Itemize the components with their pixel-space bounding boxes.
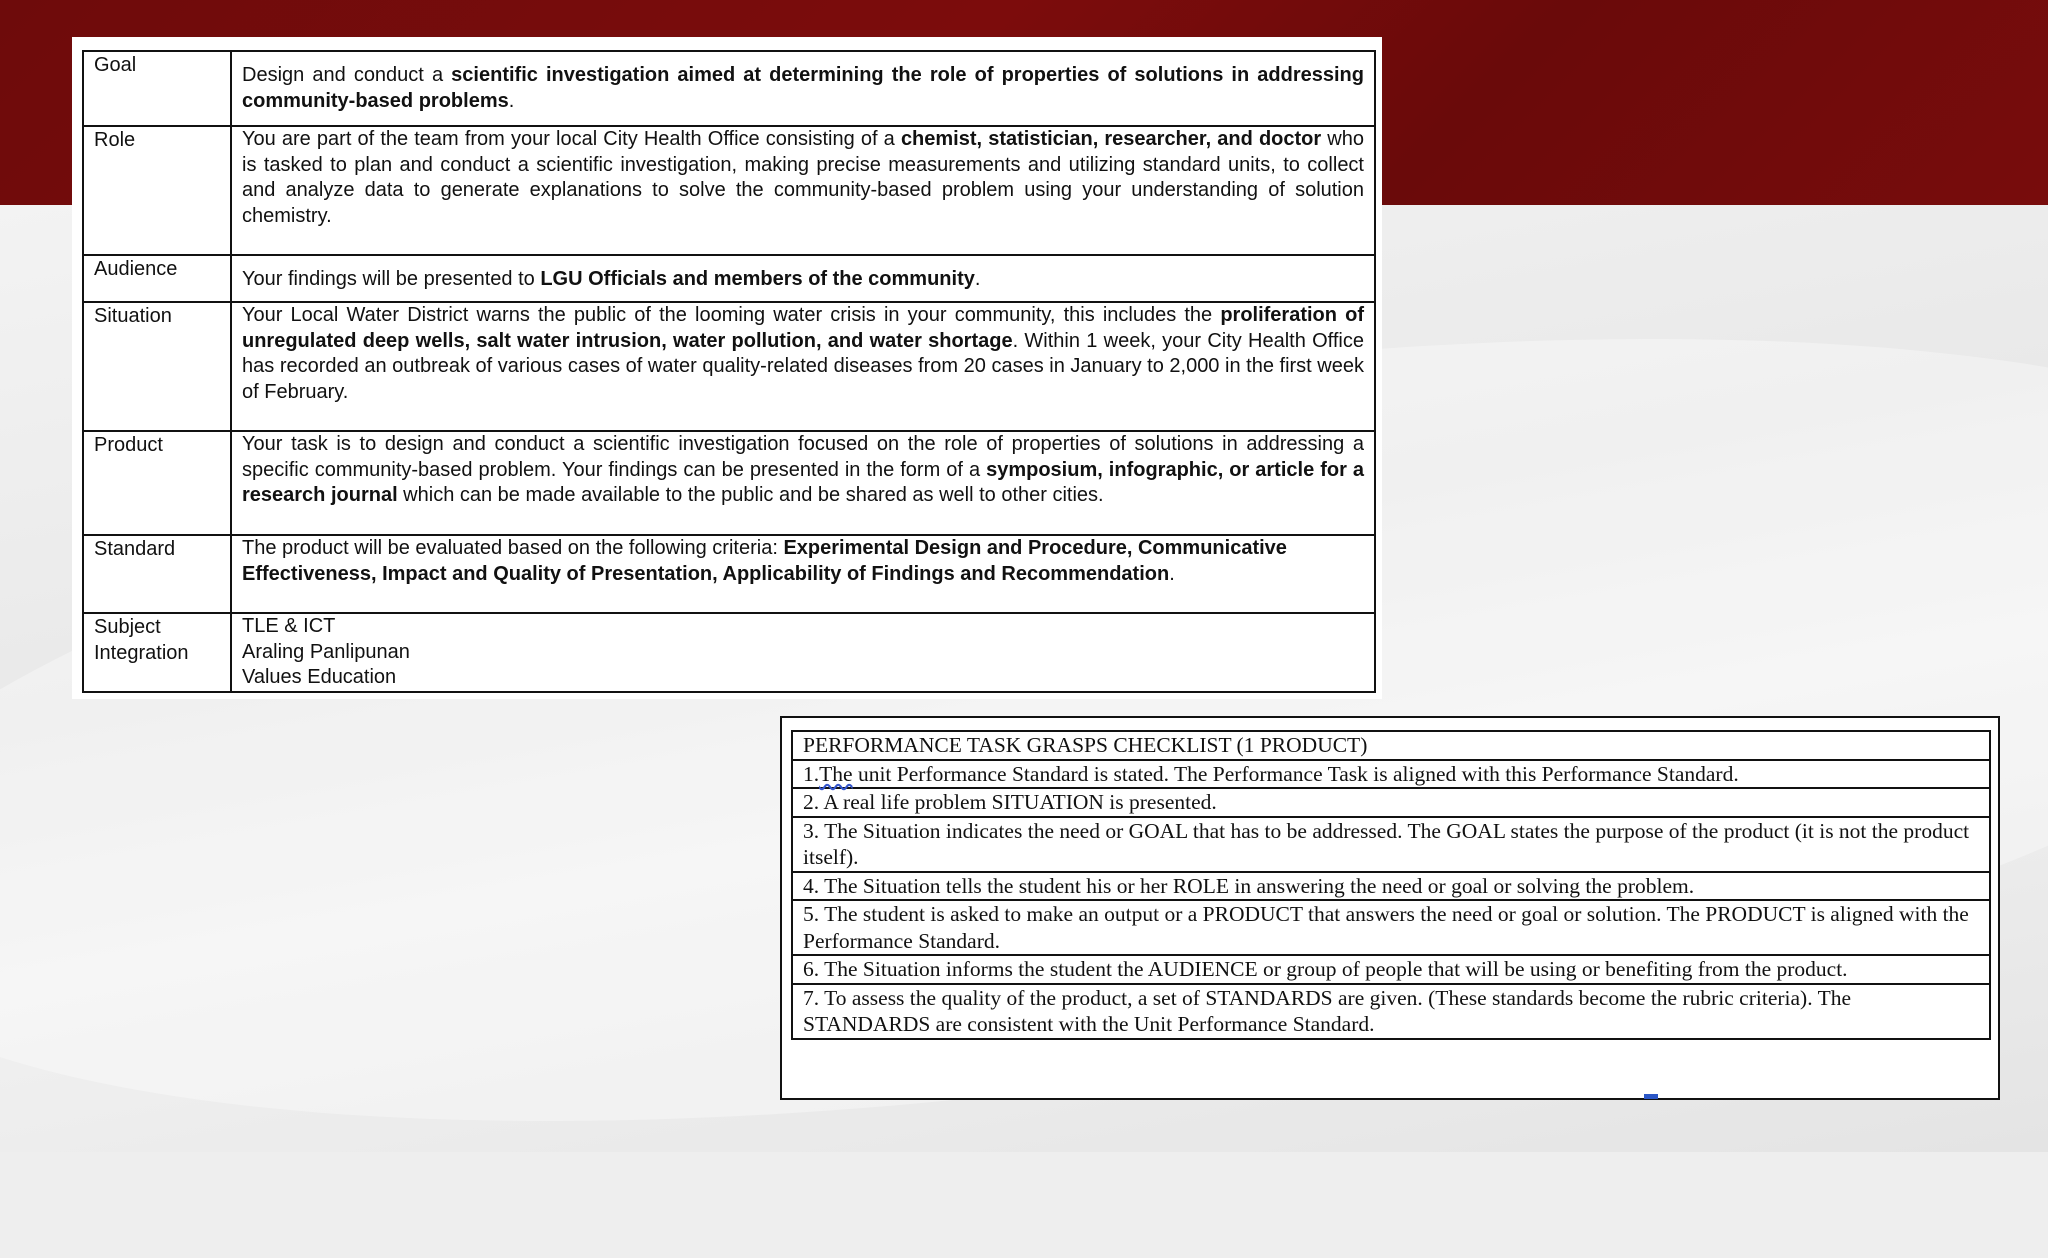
subject-item: TLE & ICT [242, 615, 336, 637]
checklist-item [792, 900, 1990, 955]
checklist-item [792, 955, 1990, 984]
label-line: Subject [94, 616, 161, 638]
checklist-item-text: 2. A real life problem SITUATION is presented. [792, 788, 1990, 817]
grasps-row-subject-integration [83, 613, 1375, 692]
checklist-card [780, 716, 2000, 1100]
row-content [231, 302, 1375, 431]
grasps-row-goal [83, 51, 1375, 126]
text-cursor-marker [1644, 1094, 1658, 1099]
checklist-title: PERFORMANCE TASK GRASPS CHECKLIST (1 PRODUCT) [792, 731, 1990, 760]
text-segment: Your findings will be presented to [242, 268, 541, 290]
text-segment: . Within 1 week, your City Health Office has recorded an outbreak of various cases of water quality-related diseases from 20 cases in January to 2,000 in the first week of February. [242, 329, 1364, 403]
bold-text-segment: LGU Officials and members of the community [540, 268, 975, 290]
text-segment: . [508, 89, 515, 112]
checklist-item-text: 6. The Situation informs the student the AUDIENCE or group of people that will be using or benefiting from the product. [792, 955, 1990, 984]
grasps-row-audience [83, 255, 1375, 302]
row-content [231, 431, 1375, 535]
text-segment: who is tasked to plan and conduct a scientific investigation, making precise measurements and utilizing standard units, to collect and analyze data to generate explanations to solve the community-based problem using your understanding of solution chemistry. [242, 128, 1364, 227]
checklist-item-text [792, 760, 1990, 789]
checklist-item-text: 4. The Situation tells the student his or her ROLE in answering the need or goal or solving the problem. [792, 872, 1990, 901]
text-segment: Your Local Water District warns the public of the looming water crisis in your community, this includes the [242, 304, 1221, 326]
text-segment: . [974, 268, 981, 290]
item-text: unit Performance Standard is stated. The Performance Task is aligned with this Performance Standard. [852, 761, 1739, 786]
grasps-table [82, 50, 1376, 693]
checklist-item [792, 984, 1990, 1039]
checklist-item [792, 788, 1990, 817]
text-segment: You are part of the team from your local City Health Office consisting of a [242, 128, 901, 150]
row-label: Goal [83, 51, 231, 126]
text-segment: Design and conduct a [242, 64, 452, 86]
row-content [231, 51, 1375, 126]
bold-text-segment: chemist, statistician, researcher, and doctor [900, 128, 1322, 150]
checklist-title-row [792, 731, 1990, 760]
bold-text-segment: Experimental Design and Procedure, Communicative Effectiveness, Impact and Quality of Presentation, Applicability of Findings and Recommendation [242, 537, 1287, 585]
grasps-row-situation [83, 302, 1375, 431]
row-label [83, 613, 231, 692]
checklist-item [792, 760, 1990, 789]
row-label: Product [83, 431, 231, 535]
row-label: Standard [83, 535, 231, 613]
checklist-item-text: 5. The student is asked to make an output or a PRODUCT that answers the need or goal or solution. The PRODUCT is aligned with the Performance Standard. [792, 900, 1990, 955]
subject-item: Values Education [242, 666, 397, 688]
grasps-row-role [83, 126, 1375, 255]
row-label: Situation [83, 302, 231, 431]
label-line: Integration [94, 641, 189, 664]
bold-text-segment: symposium, infographic, or article for a research journal [242, 458, 1364, 506]
subject-list [231, 613, 1375, 692]
row-content [231, 255, 1375, 302]
item-number: 1. [803, 761, 820, 786]
checklist-item [792, 872, 1990, 901]
text-segment: which can be made available to the public and be shared as well to other cities. [397, 484, 1104, 506]
grasps-row-standard [83, 535, 1375, 613]
row-content [231, 126, 1375, 255]
checklist-table [791, 730, 1991, 1040]
text-segment: Your task is to design and conduct a scientific investigation focused on the role of properties of solutions in addressing a specific community-based problem. Your findings can be presented in the form of a [242, 433, 1364, 481]
grasps-row-product [83, 431, 1375, 535]
checklist-item [792, 817, 1990, 872]
spellcheck-underlined-word: The [819, 761, 853, 786]
bold-text-segment: proliferation of unregulated deep wells, salt water intrusion, water pollution, and water shortage [242, 304, 1364, 352]
bold-text-segment: scientific investigation aimed at determining the role of properties of solutions in addressing community-based problems [242, 64, 1364, 112]
checklist-item-text: 3. The Situation indicates the need or GOAL that has to be addressed. The GOAL states the purpose of the product (it is not the product itself). [792, 817, 1990, 872]
row-label: Audience [83, 255, 231, 302]
text-segment: . [1169, 562, 1175, 585]
subject-item: Araling Panlipunan [242, 640, 410, 663]
grasps-table-card [72, 37, 1382, 699]
text-segment: The product will be evaluated based on the following criteria: [242, 537, 784, 559]
checklist-item-text: 7. To assess the quality of the product, a set of STANDARDS are given. (These standards become the rubric criteria). The STANDARDS are consistent with the Unit Performance Standard. [792, 984, 1990, 1039]
row-label: Role [83, 126, 231, 255]
row-content [231, 535, 1375, 613]
